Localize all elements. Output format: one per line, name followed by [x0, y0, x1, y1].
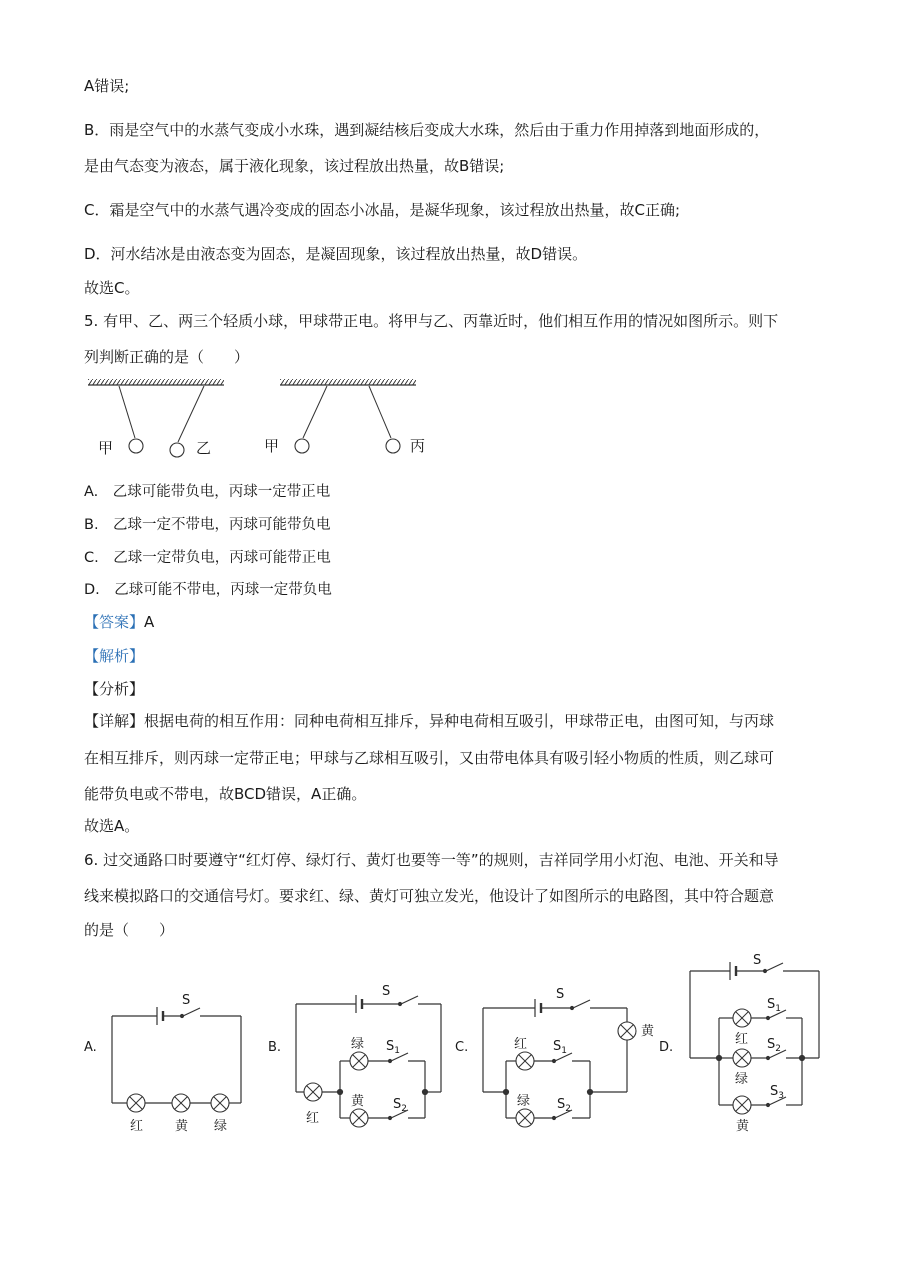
circuit-c-s2: $S_2$ [557, 1097, 571, 1114]
label-jia-left: 甲 [98, 439, 114, 457]
circuit-b-red: 红 [306, 1111, 320, 1126]
circuit-a-lamp-green: 绿 [214, 1119, 228, 1134]
q5-figure-left [88, 379, 224, 457]
lamp-icon [350, 1109, 368, 1127]
q6-stem-line3: 的是（ ） [84, 921, 175, 939]
ball-yi [170, 443, 184, 457]
circuit-b-yellow: 黄 [351, 1094, 365, 1109]
ball-jia-right [295, 439, 309, 453]
q5-option-a: A. 乙球可能带负电，丙球一定带正电 [84, 484, 331, 500]
detail-text-1: 根据电荷的相互作用：同种电荷相互排斥，异种电荷相互吸引，甲球带正电，由图可知，与丙球 [144, 712, 775, 730]
circuit-c-red: 红 [514, 1037, 528, 1052]
q6-circuits [0, 950, 909, 1140]
circuit-b-letter: B. [268, 1040, 282, 1055]
circuit-d-red: 红 [735, 1032, 749, 1047]
q5-detail-line2: 在相互排斥，则丙球一定带正电；甲球与乙球相互吸引，又由带电体具有吸引轻小物质的性质，则乙球可 [84, 749, 775, 767]
fenxi-tag: 【分析】 [84, 680, 145, 698]
answer-tag: 【答案】 [84, 613, 145, 631]
circuit-a-lamp-red: 红 [130, 1119, 144, 1134]
q5-answer-line [84, 612, 154, 632]
circuit-a-lamp-yellow: 黄 [175, 1119, 189, 1134]
circuit-a [112, 1007, 241, 1112]
answer-value: A [144, 613, 155, 631]
circuit-b-green: 绿 [351, 1037, 365, 1052]
circuit-a-switch-label: S [182, 993, 191, 1008]
lamp-icon [172, 1094, 190, 1112]
q5-conclusion: 故选A。 [84, 817, 140, 835]
q4-line-b1: B．雨是空气中的水蒸气变成小水珠，遇到凝结核后变成大水珠，然后由于重力作用掉落到地面形成的， [84, 121, 770, 139]
q5-detail-line1 [84, 711, 774, 731]
q6-stem-line1: 6. 过交通路口时要遵守“红灯停、绿灯行、黄灯也要等一等”的规则，吉祥同学用小灯泡、电池、开关和导 [84, 851, 779, 869]
lamp-icon [733, 1049, 751, 1067]
lamp-icon [516, 1052, 534, 1070]
ball-bing [386, 439, 400, 453]
circuit-d-switch-label: S [753, 953, 762, 968]
lamp-icon [618, 1022, 636, 1040]
q5-figure [84, 374, 444, 464]
q5-option-b: B. 乙球一定不带电，丙球可能带负电 [84, 517, 331, 533]
circuit-c-yellow: 黄 [641, 1024, 655, 1039]
circuit-d-s2: $S_2$ [767, 1037, 781, 1054]
q5-stem-line1: 5. 有甲、乙、两三个轻质小球，甲球带正电。将甲与乙、丙靠近时，他们相互作用的情况如图所示。则下 [84, 312, 779, 330]
circuit-b-s2: $S_2$ [393, 1097, 407, 1114]
circuit-c-switch-label: S [556, 987, 565, 1002]
circuit-b [296, 995, 441, 1127]
q4-line-a: A错误; [84, 77, 130, 95]
q6-stem-line2: 线来模拟路口的交通信号灯。要求红、绿、黄灯可独立发光，他设计了如图所示的电路图，其中符合题意 [84, 887, 775, 905]
lamp-icon [127, 1094, 145, 1112]
circuit-d-yellow: 黄 [736, 1119, 750, 1134]
lamp-icon [733, 1009, 751, 1027]
q5-option-c: C. 乙球一定带负电，丙球可能带正电 [84, 550, 331, 566]
detail-tag: 【详解】 [84, 712, 145, 730]
circuit-d-letter: D. [659, 1040, 674, 1055]
circuit-b-s1: $S_1$ [386, 1039, 400, 1056]
label-bing: 丙 [410, 437, 426, 455]
q4-line-d: D．河水结冰是由液态变为固态，是凝固现象，该过程放出热量，故D错误。 [84, 245, 588, 263]
q4-conclusion: 故选C。 [84, 279, 140, 297]
analysis-tag: 【解析】 [84, 647, 145, 665]
circuit-c-s1: $S_1$ [553, 1039, 567, 1056]
circuit-b-switch-label: S [382, 984, 391, 999]
label-yi: 乙 [196, 439, 212, 457]
circuit-c-green: 绿 [517, 1094, 531, 1109]
lamp-icon [516, 1109, 534, 1127]
q5-figure-right [264, 379, 425, 455]
circuit-d [690, 962, 819, 1114]
circuit-a-letter: A. [84, 1040, 97, 1055]
q5-stem-line2: 列判断正确的是（ ） [84, 348, 250, 366]
lamp-icon [304, 1083, 322, 1101]
circuit-d-green: 绿 [735, 1072, 749, 1087]
q4-line-b2: 是由气态变为液态，属于液化现象，该过程放出热量，故B错误; [84, 157, 505, 175]
label-jia-right: 甲 [264, 437, 280, 455]
q4-line-c: C．霜是空气中的水蒸气遇冷变成的固态小冰晶，是凝华现象，该过程放出热量，故C正确; [84, 201, 681, 219]
lamp-icon [733, 1096, 751, 1114]
circuit-c-letter: C. [455, 1040, 469, 1055]
circuit-d-s3: $S_3$ [770, 1084, 784, 1101]
q5-option-d: D. 乙球可能不带电，丙球一定带负电 [84, 582, 332, 598]
q5-detail-line3: 能带负电或不带电，故BCD错误，A正确。 [84, 785, 367, 803]
lamp-icon [211, 1094, 229, 1112]
ball-jia-left [129, 439, 143, 453]
circuit-d-s1: $S_1$ [767, 997, 781, 1014]
lamp-icon [350, 1052, 368, 1070]
